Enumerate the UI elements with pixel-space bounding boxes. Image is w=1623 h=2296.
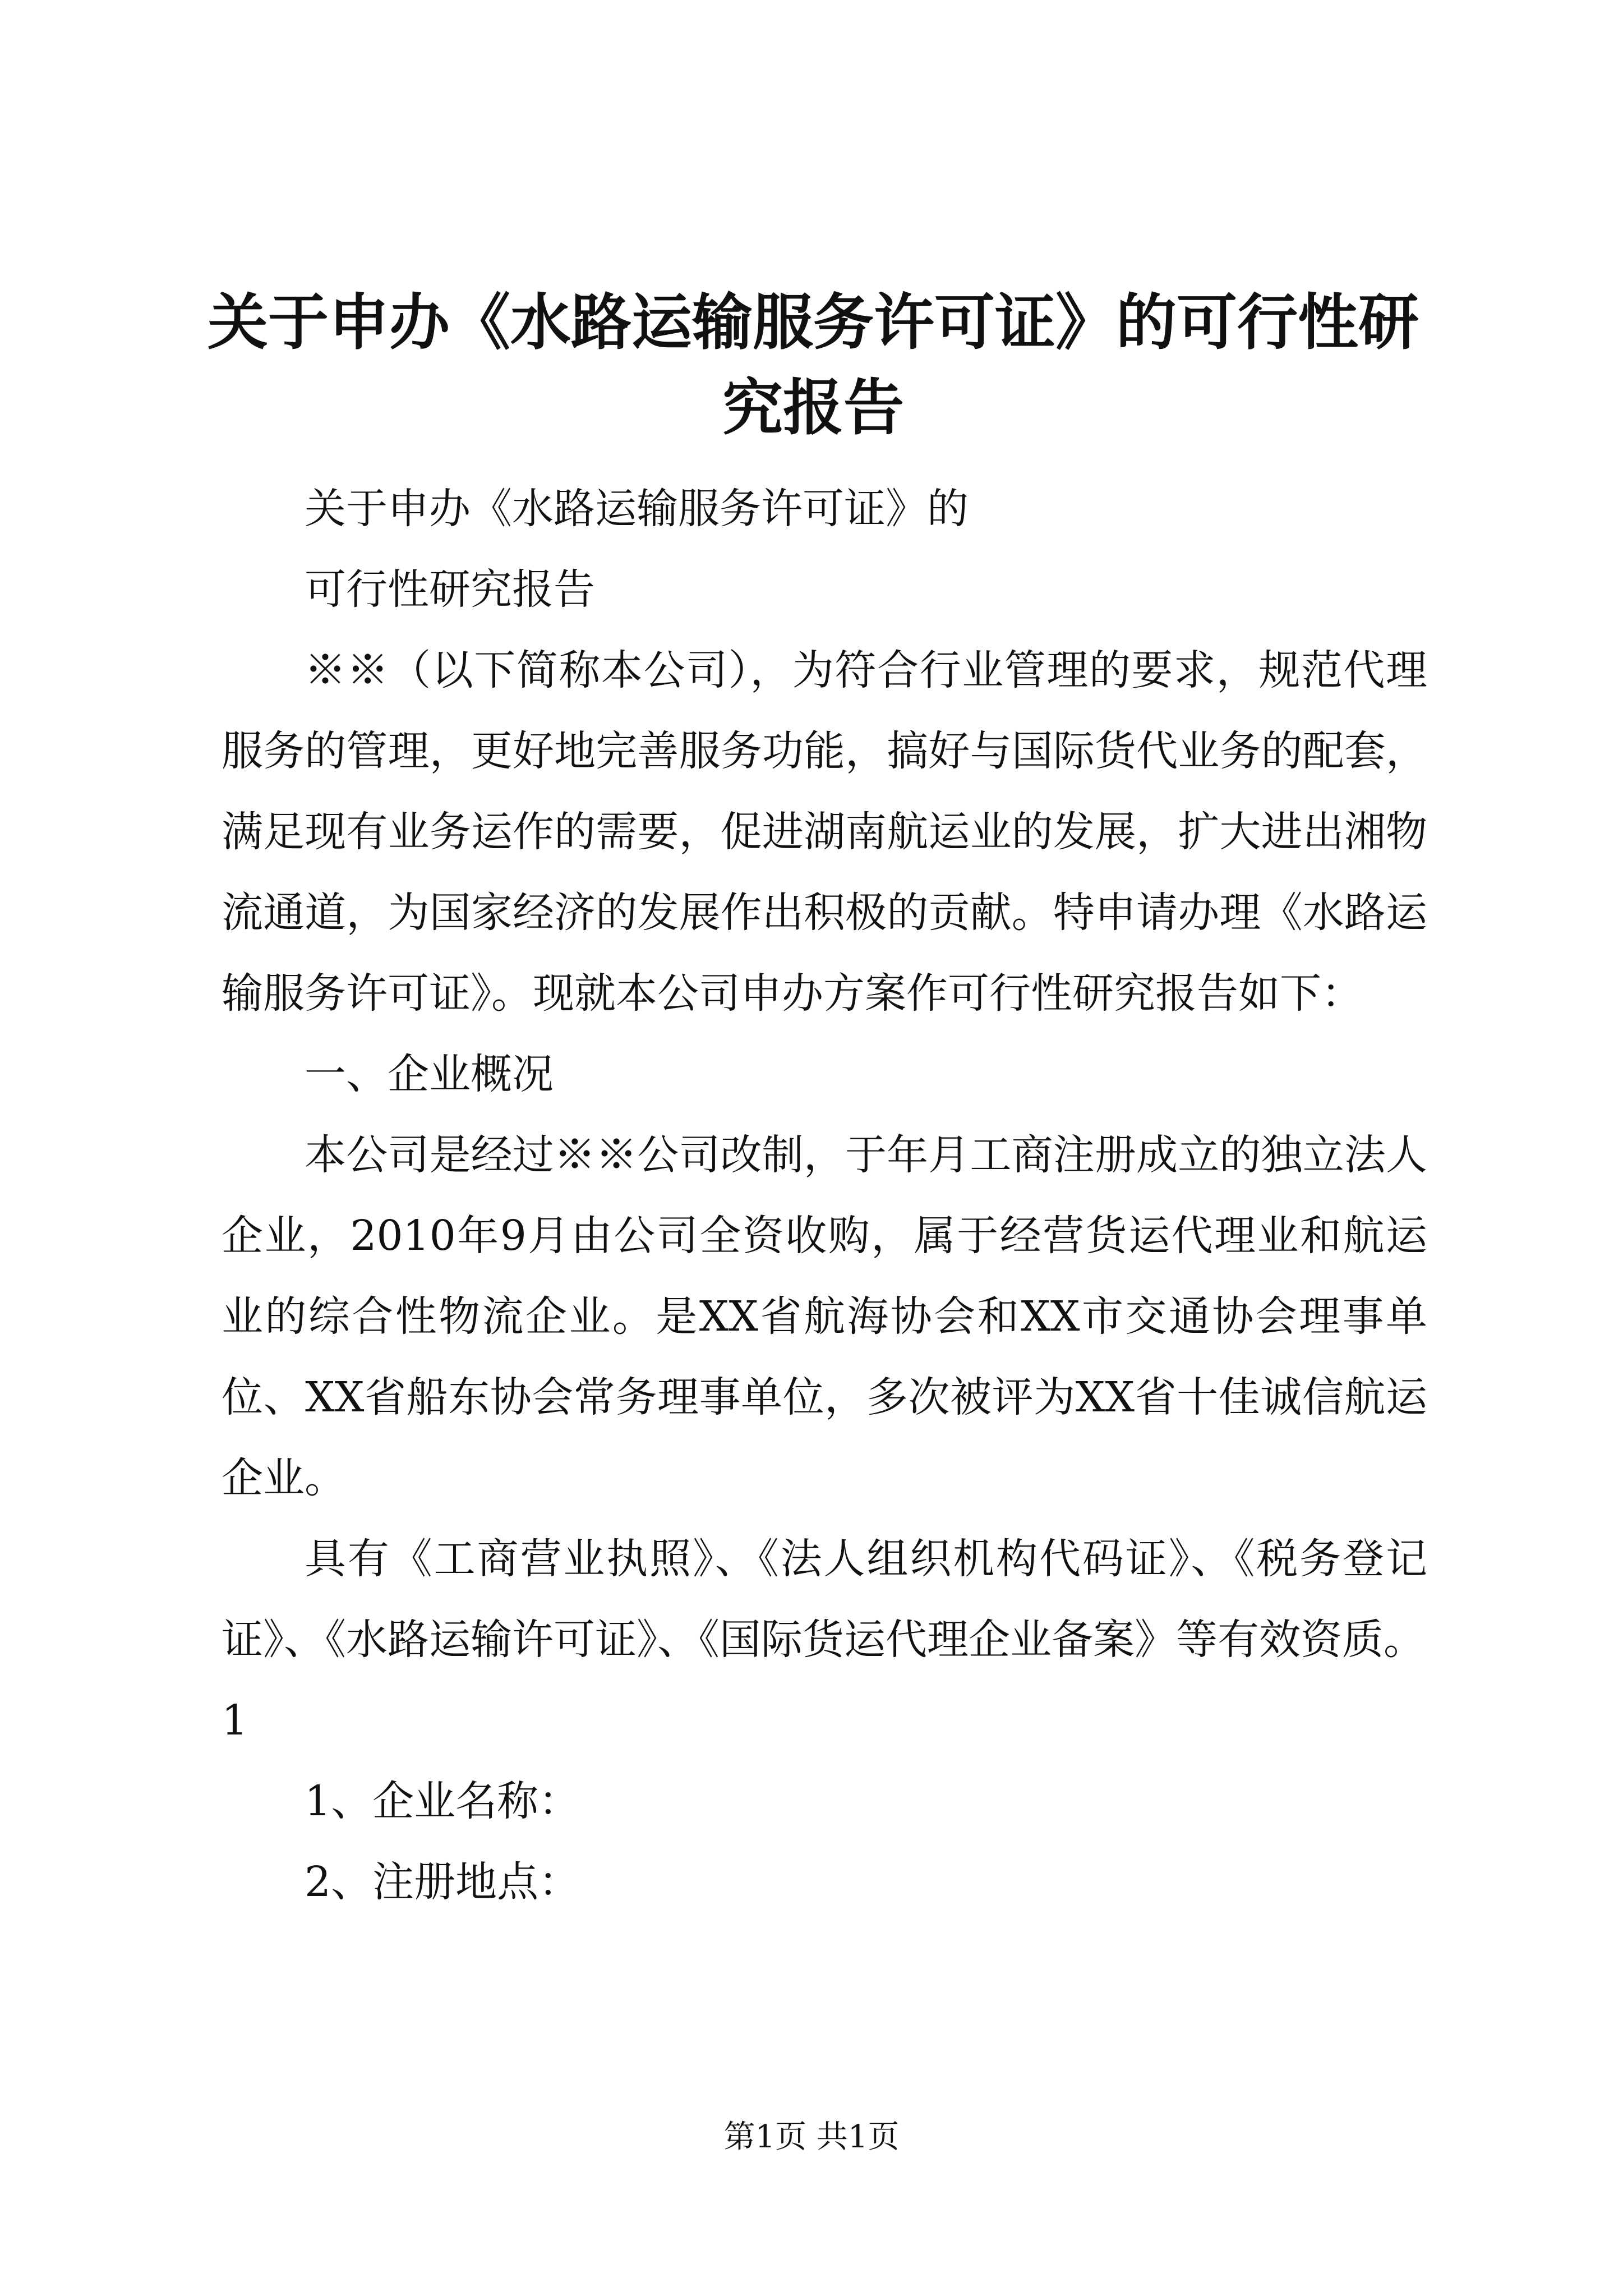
page-footer: 第1页 共1页: [723, 2119, 900, 2155]
section-heading-company-overview: 一、企业概况: [305, 1050, 554, 1098]
paragraph-subtitle-line-2: 可行性研究报告: [305, 565, 595, 614]
document-body: [222, 468, 1427, 1922]
paragraph-introduction: ※※（以下简称本公司），为符合行业管理的要求，规范代理服务的管理，更好地完善服务功能，搞好与国际货代业务的配套，满足现有业务运作的需要，促进湖南航运业的发展，扩大进出湘物流通道，为国家经济的发展作出积极的贡献。特申请办理《水路运输服务许可证》。现就本公司申办方案作可行性研究报告如下：: [222, 646, 1427, 1018]
paragraph-qualifications: 具有《工商营业执照》、《法人组织机构代码证》、《税务登记证》、《水路运输许可证》、《国际货运代理企业备案》等有效资质。: [222, 1535, 1427, 1664]
stray-number: 1: [222, 1696, 248, 1745]
paragraph-subtitle-line-1: 关于申办《水路运输服务许可证》的: [305, 485, 969, 533]
paragraph-company-overview: 本公司是经过※※公司改制，于年月工商注册成立的独立法人企业，2010年9月由公司全资收购，属于经营货运代理业和航运业的综合性物流企业。是XX省航海协会和XX市交通协会理事单位、XX省船东协会常务理事单位，多次被评为XX省十佳诚信航运企业。: [222, 1131, 1427, 1502]
list-item-registration-address: 2、注册地点：: [305, 1858, 580, 1906]
list-item-company-name: 1、企业名称：: [305, 1777, 580, 1825]
document-title: 关于申办《水路运输服务许可证》的可行性研究报告: [207, 288, 1419, 443]
